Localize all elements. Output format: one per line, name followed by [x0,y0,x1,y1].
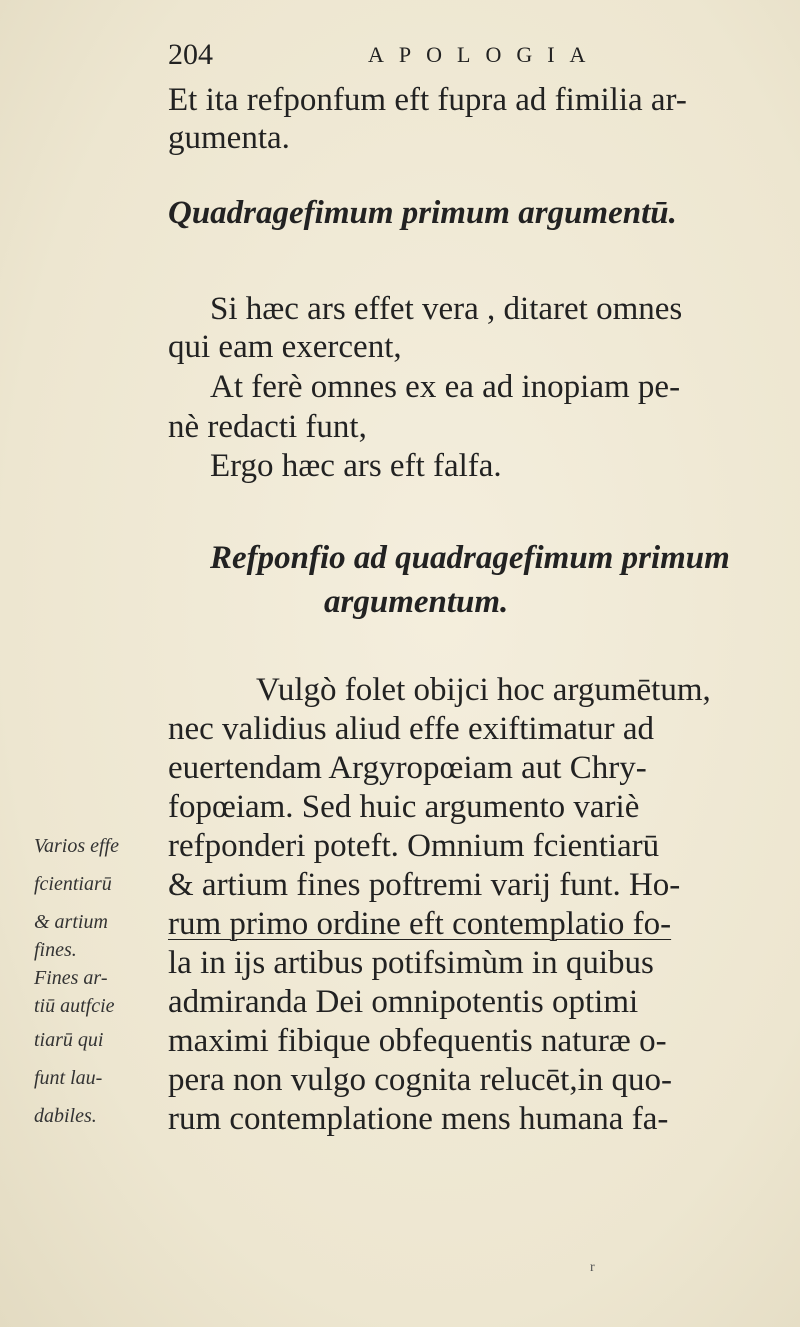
intro-line: gumenta. [168,120,290,156]
marginal-note-line: fines. [34,939,77,961]
marginal-note-line: Varios effe [34,835,119,857]
response-line: rum primo ordine eft contemplatio fo- [168,906,672,942]
marginal-note-line: fcientiarū [34,873,112,895]
response-line: Vulgò folet obijci hoc argumētum, [256,672,711,708]
response-line: pera non vulgo cognita relucēt,in quo- [168,1062,673,1098]
response-line: nec validius aliud effe exiftimatur ad [168,711,654,747]
marginal-note-line: dabiles. [34,1105,97,1127]
response-heading-line: Refponfio ad quadragefimum primum [210,540,730,576]
page-header [168,38,668,72]
marginal-note-line: tiarū qui [34,1029,104,1051]
argument-line: Ergo hæc ars eft falfa. [210,448,502,484]
response-heading-line: argumentum. [324,584,509,620]
response-line: refponderi poteft. Omnium fcientiarū [168,828,660,864]
marginal-note-line: tiū autfcie [34,995,115,1017]
marginal-note-line: & artium [34,911,108,933]
response-line: euertendam Argyropœiam aut Chry- [168,750,647,786]
argument-heading: Quadragefimum primum argumentū. [168,195,677,231]
response-line: rum contemplatione mens humana fa- [168,1101,669,1137]
argument-line: At ferè omnes ex ea ad inopiam pe- [210,369,681,405]
response-line: maximi fibique obfequentis naturæ o- [168,1023,667,1059]
response-line: & artium fines poftremi varij funt. Ho- [168,867,681,903]
marginal-note-line: funt lau- [34,1067,103,1089]
argument-line: Si hæc ars effet vera , ditaret omnes [210,291,683,327]
catchword: r [590,1260,595,1275]
running-head: APOLOGIA [368,42,601,67]
argument-line: qui eam exercent, [168,329,402,365]
response-line: admiranda Dei omnipotentis optimi [168,984,639,1020]
response-line: fopœiam. Sed huic argumento variè [168,789,640,825]
response-line: la in ijs artibus potifsimùm in quibus [168,945,654,981]
page-number: 204 [168,38,213,71]
marginal-note-line: Fines ar- [34,967,108,989]
argument-line: nè redacti funt, [168,409,367,445]
intro-line: Et ita refponfum eft fupra ad fimilia ar- [168,82,687,118]
